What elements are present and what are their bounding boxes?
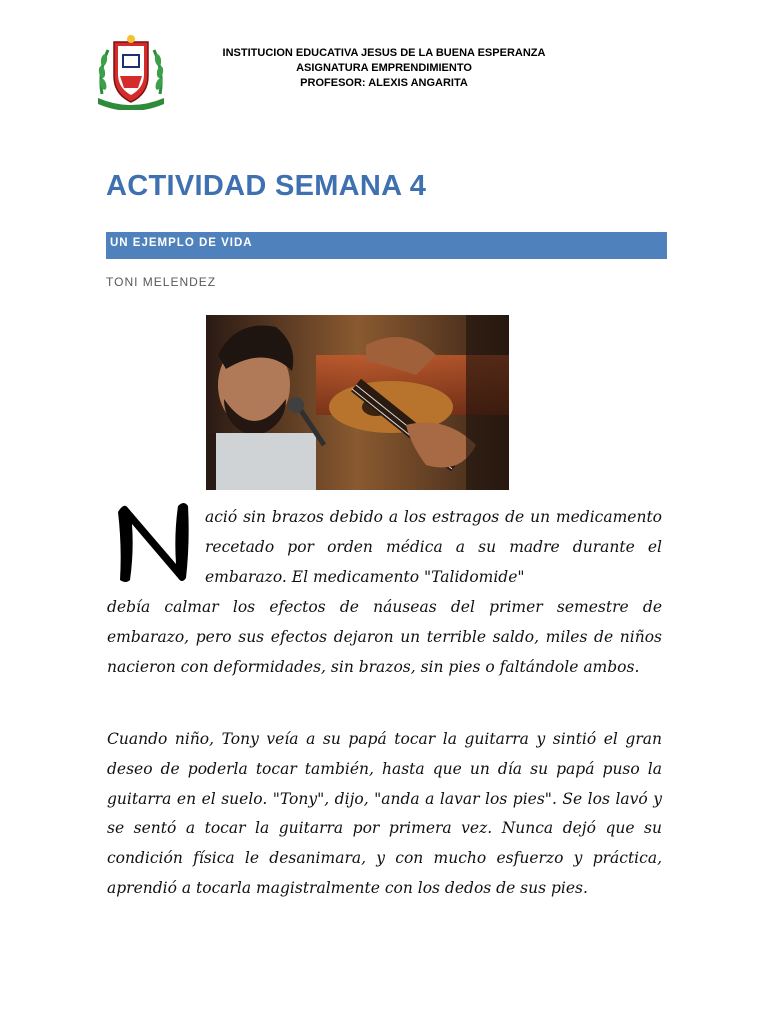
dropcap-letter [112,498,198,584]
school-header [200,46,568,91]
subject-name: ASIGNATURA EMPRENDIMIENTO [296,62,472,74]
paragraph-1-continued: debía calmar los efectos de náuseas del primer semestre de embarazo, pero sus efectos dejaron un terrible saldo, miles de niños nacieron con deformidades, sin brazos, sin pies o faltándole ambos. [107,598,662,676]
page-title: ACTIVIDAD SEMANA 4 [106,170,427,202]
school-name: INSTITUCION EDUCATIVA JESUS DE LA BUENA ESPERANZA [222,47,546,59]
paragraph-1-first-lines: ació sin brazos debido a los estragos de un medicamento recetado por orden médica a su madre durante el embarazo. El medicamento "Talidomide" [205,508,662,586]
school-logo [94,32,168,110]
paragraph-2: Cuando niño, Tony veía a su papá tocar la guitarra y sintió el gran deseo de poderla tocar también, hasta que un día su papá puso la guitarra en el suelo. "Tony", dijo, "anda a lavar los pies". Se los lavó y se sentó a tocar la guitarra por primera vez. Nunca dejó que su condición física le desanimara, y con mucho esfuerzo y práctica, aprendió a tocarla magistralmente con los dedos de sus pies. [107,730,662,897]
section-heading: UN EJEMPLO DE VIDA [106,232,667,259]
guitarist-photo [206,315,509,490]
author-name: TONI MELENDEZ [106,275,217,289]
teacher-name: PROFESOR: ALEXIS ANGARITA [300,77,468,89]
